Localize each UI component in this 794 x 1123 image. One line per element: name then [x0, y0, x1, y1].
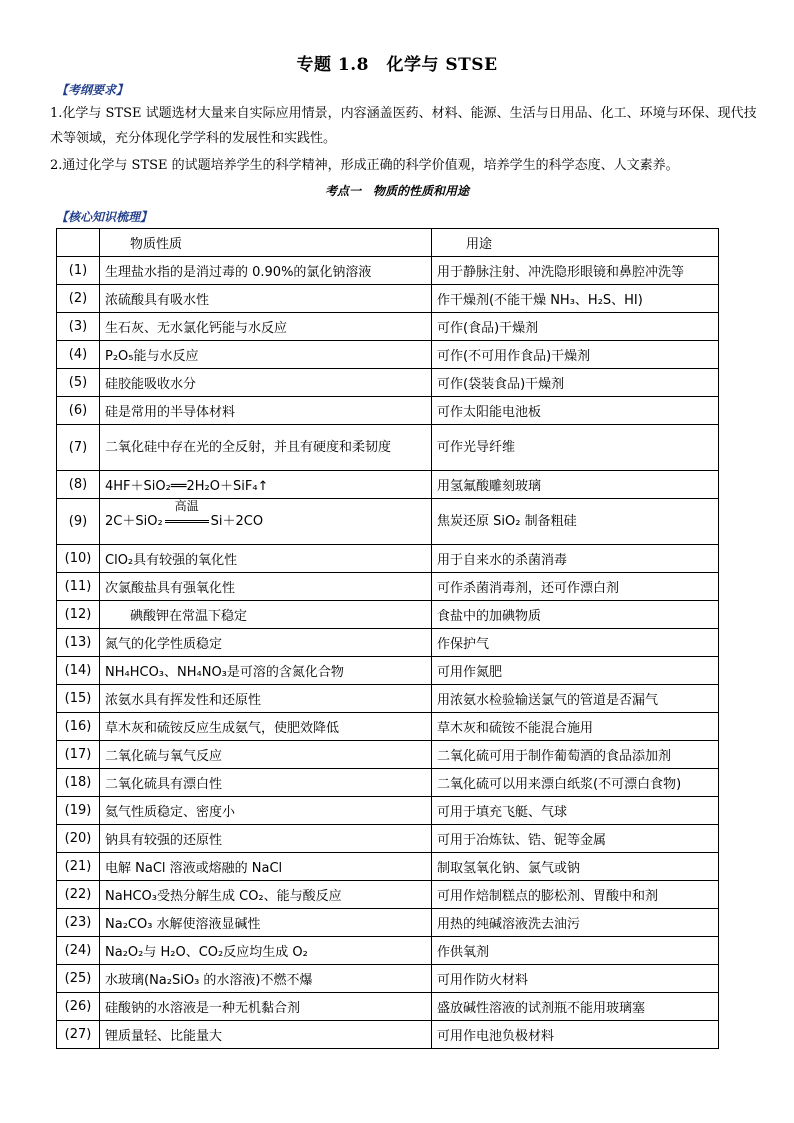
row-property: 硅酸钠的水溶液是一种无机黏合剂	[100, 993, 432, 1021]
table-row	[57, 853, 719, 881]
row-property: 碘酸钾在常温下稳定	[100, 601, 432, 629]
core-knowledge-tag: 【核心知识梳理】	[56, 210, 153, 224]
row-property: 水玻璃(Na₂SiO₃ 的水溶液)不燃不爆	[100, 965, 432, 993]
table-row	[57, 545, 719, 573]
row-property: 硅是常用的半导体材料	[100, 397, 432, 425]
row-use: 用浓氨水检验输送氯气的管道是否漏气	[432, 685, 719, 713]
row-property: 次氯酸盐具有强氧化性	[100, 573, 432, 601]
table-row	[57, 881, 719, 909]
row-index: (21)	[57, 853, 100, 881]
row-index: (22)	[57, 881, 100, 909]
table-row	[57, 601, 719, 629]
row-use: 可用作电池负极材料	[432, 1021, 719, 1049]
row-use: 草木灰和硫铵不能混合施用	[432, 713, 719, 741]
row-use: 作保护气	[432, 629, 719, 657]
page-title: 专题 1.8 化学与 STSE	[296, 55, 498, 75]
row-property: 锂质量轻、比能量大	[100, 1021, 432, 1049]
row-use: 可用于冶炼钛、锆、铌等金属	[432, 825, 719, 853]
row-index: (14)	[57, 657, 100, 685]
row-property: Na₂CO₃ 水解使溶液显碱性	[100, 909, 432, 937]
row-property: 硅胶能吸收水分	[100, 369, 432, 397]
table-row	[57, 285, 719, 313]
row-index: (19)	[57, 797, 100, 825]
row-use: 可用作焙制糕点的膨松剂、胃酸中和剂	[432, 881, 719, 909]
row-index: (4)	[57, 341, 100, 369]
table-row	[57, 797, 719, 825]
table-row	[57, 713, 719, 741]
table-row	[57, 341, 719, 369]
row-property: 氮气的化学性质稳定	[100, 629, 432, 657]
row-use: 作干燥剂(不能干燥 NH₃、H₂S、HI)	[432, 285, 719, 313]
row-use: 可作(袋装食品)干燥剂	[432, 369, 719, 397]
row-property	[100, 499, 432, 545]
table-row	[57, 499, 719, 545]
table-row	[57, 741, 719, 769]
row-property: ClO₂具有较强的氧化性	[100, 545, 432, 573]
row-use: 用热的纯碱溶液洗去油污	[432, 909, 719, 937]
table-row	[57, 425, 719, 471]
row-index: (17)	[57, 741, 100, 769]
row-index: (23)	[57, 909, 100, 937]
reaction-equals-sign	[165, 498, 209, 523]
header-index	[57, 229, 100, 257]
reaction-reactants: 2C＋SiO₂	[105, 513, 163, 529]
row-index: (15)	[57, 685, 100, 713]
table-row	[57, 909, 719, 937]
row-index: (13)	[57, 629, 100, 657]
table-row	[57, 573, 719, 601]
row-index: (25)	[57, 965, 100, 993]
header-property: 物质性质	[100, 229, 432, 257]
table-row	[57, 471, 719, 499]
section-subheading: 考点一 物质的性质和用途	[324, 184, 469, 198]
row-index: (2)	[57, 285, 100, 313]
row-property: 钠具有较强的还原性	[100, 825, 432, 853]
row-property: 二氧化硅中存在光的全反射，并且有硬度和柔韧度	[100, 425, 432, 471]
header-use: 用途	[432, 229, 719, 257]
row-use: 焦炭还原 SiO₂ 制备粗硅	[432, 499, 719, 545]
row-property: 二氧化硫与氧气反应	[100, 741, 432, 769]
table-row	[57, 825, 719, 853]
row-index: (3)	[57, 313, 100, 341]
table-row	[57, 397, 719, 425]
table-row	[57, 685, 719, 713]
row-index: (7)	[57, 425, 100, 471]
row-property: NaHCO₃受热分解生成 CO₂、能与酸反应	[100, 881, 432, 909]
row-index: (26)	[57, 993, 100, 1021]
row-use: 可作杀菌消毒剂，还可作漂白剂	[432, 573, 719, 601]
table-row	[57, 769, 719, 797]
table-row	[57, 657, 719, 685]
row-property: 二氧化硫具有漂白性	[100, 769, 432, 797]
table-row	[57, 993, 719, 1021]
reaction-condition: 高温	[174, 498, 199, 513]
row-use: 制取氢氧化钠、氯气或钠	[432, 853, 719, 881]
row-index: (20)	[57, 825, 100, 853]
row-property: 生石灰、无水氯化钙能与水反应	[100, 313, 432, 341]
row-property: 浓硫酸具有吸水性	[100, 285, 432, 313]
row-property: 4HF＋SiO₂══2H₂O＋SiF₄↑	[100, 471, 432, 499]
row-index: (24)	[57, 937, 100, 965]
requirement-item-2: 2.通过化学与 STSE 的试题培养学生的科学精神，形成正确的科学价值观，培养学生的科学态度、人文素养。	[50, 158, 679, 173]
table-header-row	[57, 229, 719, 257]
row-property: 电解 NaCl 溶液或熔融的 NaCl	[100, 853, 432, 881]
row-use: 可用作氮肥	[432, 657, 719, 685]
row-index: (1)	[57, 257, 100, 285]
row-use: 用氢氟酸雕刻玻璃	[432, 471, 719, 499]
row-use: 食盐中的加碘物质	[432, 601, 719, 629]
row-index: (18)	[57, 769, 100, 797]
table-row	[57, 1021, 719, 1049]
row-use: 盛放碱性溶液的试剂瓶不能用玻璃塞	[432, 993, 719, 1021]
reaction-products: Si＋2CO	[210, 513, 264, 529]
row-use: 可作光导纤维	[432, 425, 719, 471]
row-use: 可作太阳能电池板	[432, 397, 719, 425]
row-index: (9)	[57, 499, 100, 545]
row-property: 氦气性质稳定、密度小	[100, 797, 432, 825]
row-use: 用于自来水的杀菌消毒	[432, 545, 719, 573]
row-use: 可用于填充飞艇、气球	[432, 797, 719, 825]
row-property: 草木灰和硫铵反应生成氨气，使肥效降低	[100, 713, 432, 741]
row-use: 用于静脉注射、冲洗隐形眼镜和鼻腔冲洗等	[432, 257, 719, 285]
row-use: 可作(不可用作食品)干燥剂	[432, 341, 719, 369]
table-row	[57, 965, 719, 993]
properties-uses-table	[56, 228, 719, 1049]
row-index: (12)	[57, 601, 100, 629]
table-row	[57, 313, 719, 341]
row-index: (11)	[57, 573, 100, 601]
row-use: 可用作防火材料	[432, 965, 719, 993]
row-property: 浓氨水具有挥发性和还原性	[100, 685, 432, 713]
requirement-item-1: 1.化学与 STSE 试题选材大量来自实际应用情景，内容涵盖医药、材料、能源、生活与日用品、化工、环境与环保、现代技术等领域，充分体现化学学科的发展性和实践性。	[50, 106, 757, 146]
row-property: 生理盐水指的是消过毒的 0.90%的氯化钠溶液	[100, 257, 432, 285]
row-index: (10)	[57, 545, 100, 573]
row-index: (16)	[57, 713, 100, 741]
table-row	[57, 257, 719, 285]
row-use: 可作(食品)干燥剂	[432, 313, 719, 341]
row-use: 二氧化硫可用于制作葡萄酒的食品添加剂	[432, 741, 719, 769]
table-row	[57, 937, 719, 965]
row-property: Na₂O₂与 H₂O、CO₂反应均生成 O₂	[100, 937, 432, 965]
row-property: NH₄HCO₃、NH₄NO₃是可溶的含氮化合物	[100, 657, 432, 685]
table-row	[57, 629, 719, 657]
row-use: 作供氧剂	[432, 937, 719, 965]
row-property: P₂O₅能与水反应	[100, 341, 432, 369]
table-row	[57, 369, 719, 397]
exam-requirements-tag: 【考纲要求】	[56, 83, 129, 97]
row-index: (6)	[57, 397, 100, 425]
row-index: (27)	[57, 1021, 100, 1049]
row-index: (5)	[57, 369, 100, 397]
row-index: (8)	[57, 471, 100, 499]
row-use: 二氧化硫可以用来漂白纸浆(不可漂白食物)	[432, 769, 719, 797]
